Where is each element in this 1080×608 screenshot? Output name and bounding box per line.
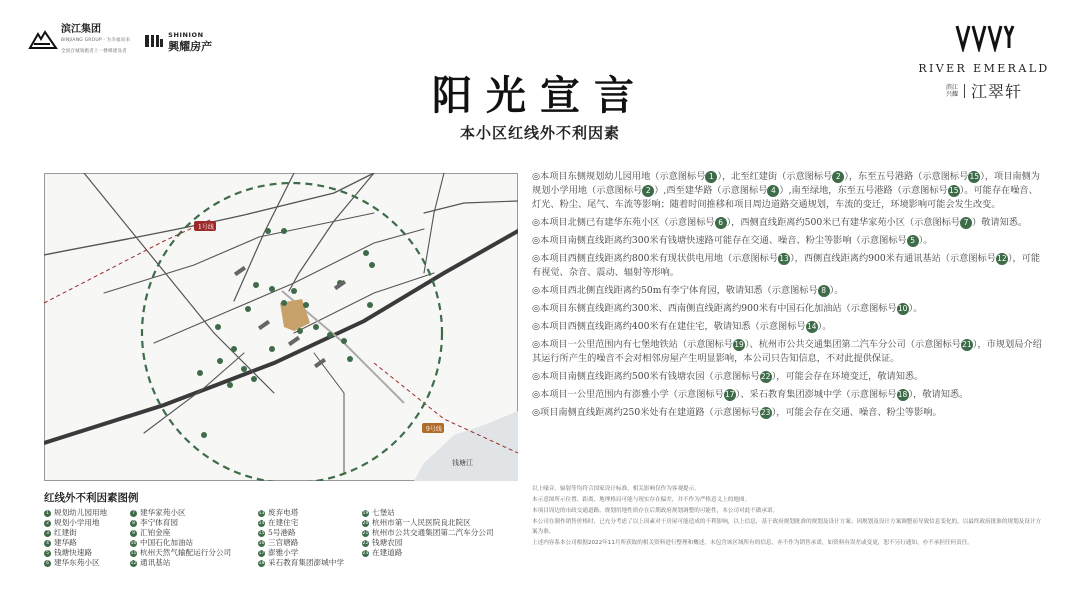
factor-text: ），可能会存在交通、噪音、粉尘等影响。 (771, 407, 942, 418)
map-frame (45, 174, 518, 481)
factor-text: ）。 (817, 321, 832, 332)
factor-text: ），西侧直线距离约900米有通讯基站（示意图标号 (790, 253, 996, 264)
site-map (44, 173, 518, 481)
legend-label: 在建住宅 (268, 518, 299, 527)
binjiang-mark-icon (28, 30, 58, 52)
legend-item (362, 518, 522, 528)
factor-text: ），敬请知悉。 (908, 389, 969, 400)
factor-text: ）。可能存在噪音、灯光、粉尘、尾气、车流等影响；随着时间推移和项目周边道路交通规划，车流的变迁，环境影响可能会发生改变。 (532, 185, 1038, 210)
factor-item (532, 370, 1044, 384)
marker-number: 18 (897, 389, 908, 399)
legend-item (258, 518, 362, 528)
factor-text: ◎本项目北侧已有建华东苑小区（示意图标号 (532, 217, 715, 228)
legend-item (130, 508, 258, 518)
legend-label: 规划幼儿园用地 (54, 508, 108, 517)
legend-label: 杭州市第一人民医院良北院区 (372, 518, 471, 527)
factor-text: ◎项目南侧直线距离约250米处有在建道路（示意图标号 (532, 407, 760, 418)
river-emerald-mark-icon (953, 22, 1015, 52)
legend-marker: 3 (44, 530, 51, 537)
marker-number: 10 (897, 303, 908, 313)
factor-text: ◎本项目一公里范围内有澎雅小学（示意图标号 (532, 389, 724, 400)
legend-label: 杭州天然气输配运行分公司 (140, 548, 232, 557)
disclaimer-note: 本示意图所示位置、距离、地理格局可能与现实存在偏差，并不作为严格意义上的地图。 (532, 497, 751, 503)
legend-item (362, 558, 522, 568)
disclaimer-note: 本项目周边的市政交通道路、规划用地性质存在后期政府规划调整的可能性，本公司对此不做承诺。 (532, 508, 779, 514)
legend-item (44, 538, 130, 548)
binjiang-name: 滨江集团 (61, 24, 101, 35)
legend-label: 采石教育集团澎城中学 (268, 558, 344, 567)
legend-marker: 11 (130, 550, 137, 556)
marker-number: 12 (997, 253, 1007, 263)
disclaimer-note: 上述内容系本公司根据2022年11月所获取的相关资料进行整理和概述，未包含该区域所有的信息，亦不作为销售承诺，如资料有误差或变更，恕不另行通知，亦不承担任何责任。 (532, 540, 973, 546)
marker-number: 23 (760, 407, 771, 417)
page-subtitle: 本小区红线外不利因素 (459, 124, 620, 142)
legend-marker: 12 (130, 560, 137, 566)
shinion-mark-icon (144, 33, 164, 49)
factor-text: ◎本项目南侧直线距离约500米有钱塘农园（示意图标号 (532, 371, 760, 382)
factor-text: ），市规划局介绍其运行所产生的噪音不会对相邻房屋产生明显影响，本公司只告知信息，不对此提供保证。 (532, 339, 1042, 364)
developer-logos (28, 24, 212, 57)
legend-item (44, 508, 130, 518)
marker-number: 15 (969, 171, 980, 181)
metro-1-label: 1号线 (198, 224, 214, 231)
legend-label: 钱塘快速路 (54, 548, 92, 557)
legend-marker: 4 (44, 540, 51, 547)
factor-item (532, 406, 1044, 420)
legend-label: 中国石化加油站 (140, 538, 194, 547)
legend-label: 建华东苑小区 (54, 558, 100, 567)
shinion-cn: 興耀房产 (168, 39, 213, 53)
marker-number: 7 (960, 217, 972, 229)
factor-text: ◎本项目西北侧直线距离约50m有李宁体育园，敬请知悉（示意图标号 (532, 285, 818, 296)
legend-marker: 10 (130, 540, 137, 546)
factor-list (532, 170, 1044, 424)
legend-marker: 1 (44, 510, 51, 517)
factor-text: ◎本项目南侧直线距离约300米有钱塘快速路可能存在交通、噪音、粉尘等影响（示意图标号 (532, 235, 907, 246)
legend-marker: 22 (362, 540, 369, 546)
legend-label: 5号港路 (268, 528, 296, 537)
legend-item (258, 568, 362, 578)
legend-label: 建华家苑小区 (140, 508, 186, 517)
legend-label: 三官塘路 (268, 538, 299, 547)
legend-label: 七堡站 (372, 508, 395, 517)
legend-item (44, 558, 130, 568)
legend-marker: 13 (258, 510, 265, 516)
legend-item (258, 508, 362, 518)
marker-number: 8 (818, 285, 830, 297)
legend-marker: 23 (362, 550, 369, 556)
marker-number: 15 (948, 185, 959, 195)
disclaimer-note: 本公司在制作销售价格时，已充分考虑了以上因素对于房屋可能造成的不利影响，以上信息，基于政府规划批准的规划及设计方案；因规划及设计方案调整而导致信息变化的，以最终政府批准的规划及设计方案为准。 (532, 519, 1042, 535)
factor-item (532, 252, 1044, 280)
factor-text: ）。 (829, 285, 844, 296)
legend-item (130, 538, 258, 548)
factor-item (532, 216, 1044, 230)
legend-item (362, 508, 522, 518)
factor-text: ◎本项目西侧直线距离约400米有在建住宅，敬请知悉（示意图标号 (532, 321, 806, 332)
factor-item (532, 284, 1044, 298)
legend-label: 钱塘农园 (372, 538, 403, 547)
legend-marker: 9 (130, 530, 137, 537)
factor-text: ）。 (908, 303, 923, 314)
legend-marker: 7 (130, 510, 137, 517)
factor-text: ◎本项目西侧直线距离约800米有现状供电用地（示意图标号 (532, 253, 779, 264)
factor-item (532, 338, 1044, 366)
factor-item (532, 302, 1044, 316)
legend-label: 废弃电塔 (268, 508, 299, 517)
legend-label: 在建道路 (372, 548, 403, 557)
factor-text: ），东至五号港路（示意图标号 (844, 171, 969, 182)
factor-text: ）。 (918, 235, 933, 246)
marker-number: 5 (907, 235, 919, 247)
page-title: 阳光宣言 (432, 72, 648, 119)
legend-marker: 15 (258, 530, 265, 536)
marker-number: 6 (715, 217, 727, 229)
factor-text: ），西侧直线距离约500米已有建华家苑小区（示意图标号 (726, 217, 961, 228)
factor-text: ），北至红建街（示意图标号 (717, 171, 833, 182)
legend-marker: 6 (44, 560, 51, 567)
legend-item (362, 538, 522, 548)
factor-item (532, 320, 1044, 334)
legend (44, 508, 524, 578)
marker-number: 2 (832, 171, 844, 183)
legend-title: 红线外不利因素图例 (44, 492, 139, 504)
legend-marker: 14 (258, 520, 265, 526)
marker-number: 14 (806, 321, 817, 331)
factor-item (532, 170, 1044, 212)
factor-text: ），项目南侧为规划小学用地（示意图标号 (532, 171, 1040, 196)
legend-label: 澎雅小学 (268, 548, 299, 557)
legend-item (44, 568, 130, 578)
factor-text: ◎本项目东侧规划幼儿园用地（示意图标号 (532, 171, 706, 182)
legend-marker: 20 (362, 520, 369, 526)
legend-item (258, 538, 362, 548)
marker-number: 13 (779, 253, 789, 263)
legend-item (362, 528, 522, 538)
legend-label: 李宁体育园 (140, 518, 178, 527)
factor-text: ）、采石教育集团澎城中学（示意图标号 (735, 389, 897, 400)
legend-marker: 2 (44, 520, 51, 527)
legend-item (130, 558, 258, 568)
disclaimer-note: 以上噪音、辐射等均符合国家设计标准，相关影响仅作为客观提示。 (532, 486, 700, 492)
shinion-logo (144, 30, 212, 52)
disclaimer-notes (532, 484, 1044, 549)
binjiang-slogan: 全国百城领跑者上一楼梯建设者 (61, 49, 127, 54)
legend-label: 杭州市公共交通集团第二汽车分公司 (372, 528, 494, 537)
legend-marker: 18 (258, 560, 265, 566)
legend-marker: 17 (258, 550, 265, 556)
marker-number: 19 (734, 339, 744, 349)
legend-marker: 16 (258, 540, 265, 546)
factor-text: ）,南至绿地，东至五号港路（示意图标号 (779, 185, 948, 196)
legend-label: 建华路 (54, 538, 77, 547)
metro-9-label: 9号线 (426, 426, 442, 433)
legend-item (362, 548, 522, 558)
river-label: 钱塘江 (452, 459, 473, 467)
marker-number: 1 (705, 171, 717, 183)
marker-number: 21 (962, 339, 972, 349)
legend-marker: 19 (362, 510, 369, 516)
legend-label: 红建街 (54, 528, 77, 537)
factor-text: ）敬请知悉。 (972, 217, 1028, 228)
legend-label: 汇铂金座 (140, 528, 171, 537)
legend-label: 通讯基站 (140, 558, 171, 567)
marker-number: 17 (725, 389, 735, 399)
binjiang-tagline: BINJIANG GROUP · 为幸福而来 (61, 38, 131, 43)
legend-item (130, 568, 258, 578)
factor-text: ）、杭州市公共交通集团第二汽车分公司（示意图标号 (744, 339, 961, 350)
shinion-en: SHINION (168, 30, 204, 39)
factor-text: ），可能有视觉、杂音、震动、辐射等形响。 (532, 253, 1041, 278)
marker-number: 22 (760, 371, 771, 381)
legend-item (44, 548, 130, 558)
factor-item (532, 388, 1044, 402)
legend-label: 规划小学用地 (54, 518, 100, 527)
factor-item (532, 234, 1044, 248)
legend-item (362, 568, 522, 578)
legend-item (44, 528, 130, 538)
legend-item (44, 518, 130, 528)
legend-item (258, 558, 362, 568)
factor-text: ），可能会存在环境变迁，敬请知悉。 (771, 371, 924, 382)
project-name-en: RIVER EMERALD (918, 62, 1050, 75)
factor-text: ◎本项目一公里范围内有七堡地铁站（示意图标号 (532, 339, 733, 350)
legend-marker: 8 (130, 520, 137, 527)
marker-number: 2 (642, 185, 654, 197)
legend-marker: 5 (44, 550, 51, 557)
legend-item (258, 528, 362, 538)
legend-item (130, 518, 258, 528)
project-prefix: 滨江兴耀 (945, 83, 958, 98)
legend-item (258, 548, 362, 558)
project-name-cn: 江翠轩 (970, 82, 1022, 101)
legend-marker: 21 (362, 530, 369, 536)
legend-item (130, 548, 258, 558)
legend-item (130, 528, 258, 538)
marker-number: 4 (767, 185, 779, 197)
factor-text: ◎本项目东侧直线距离约300米、西南侧直线距离约900米有中国石化加油站（示意图标号 (532, 303, 897, 314)
binjiang-logo (28, 24, 130, 57)
factor-text: ）,西至建华路（示意图标号 (654, 185, 768, 196)
